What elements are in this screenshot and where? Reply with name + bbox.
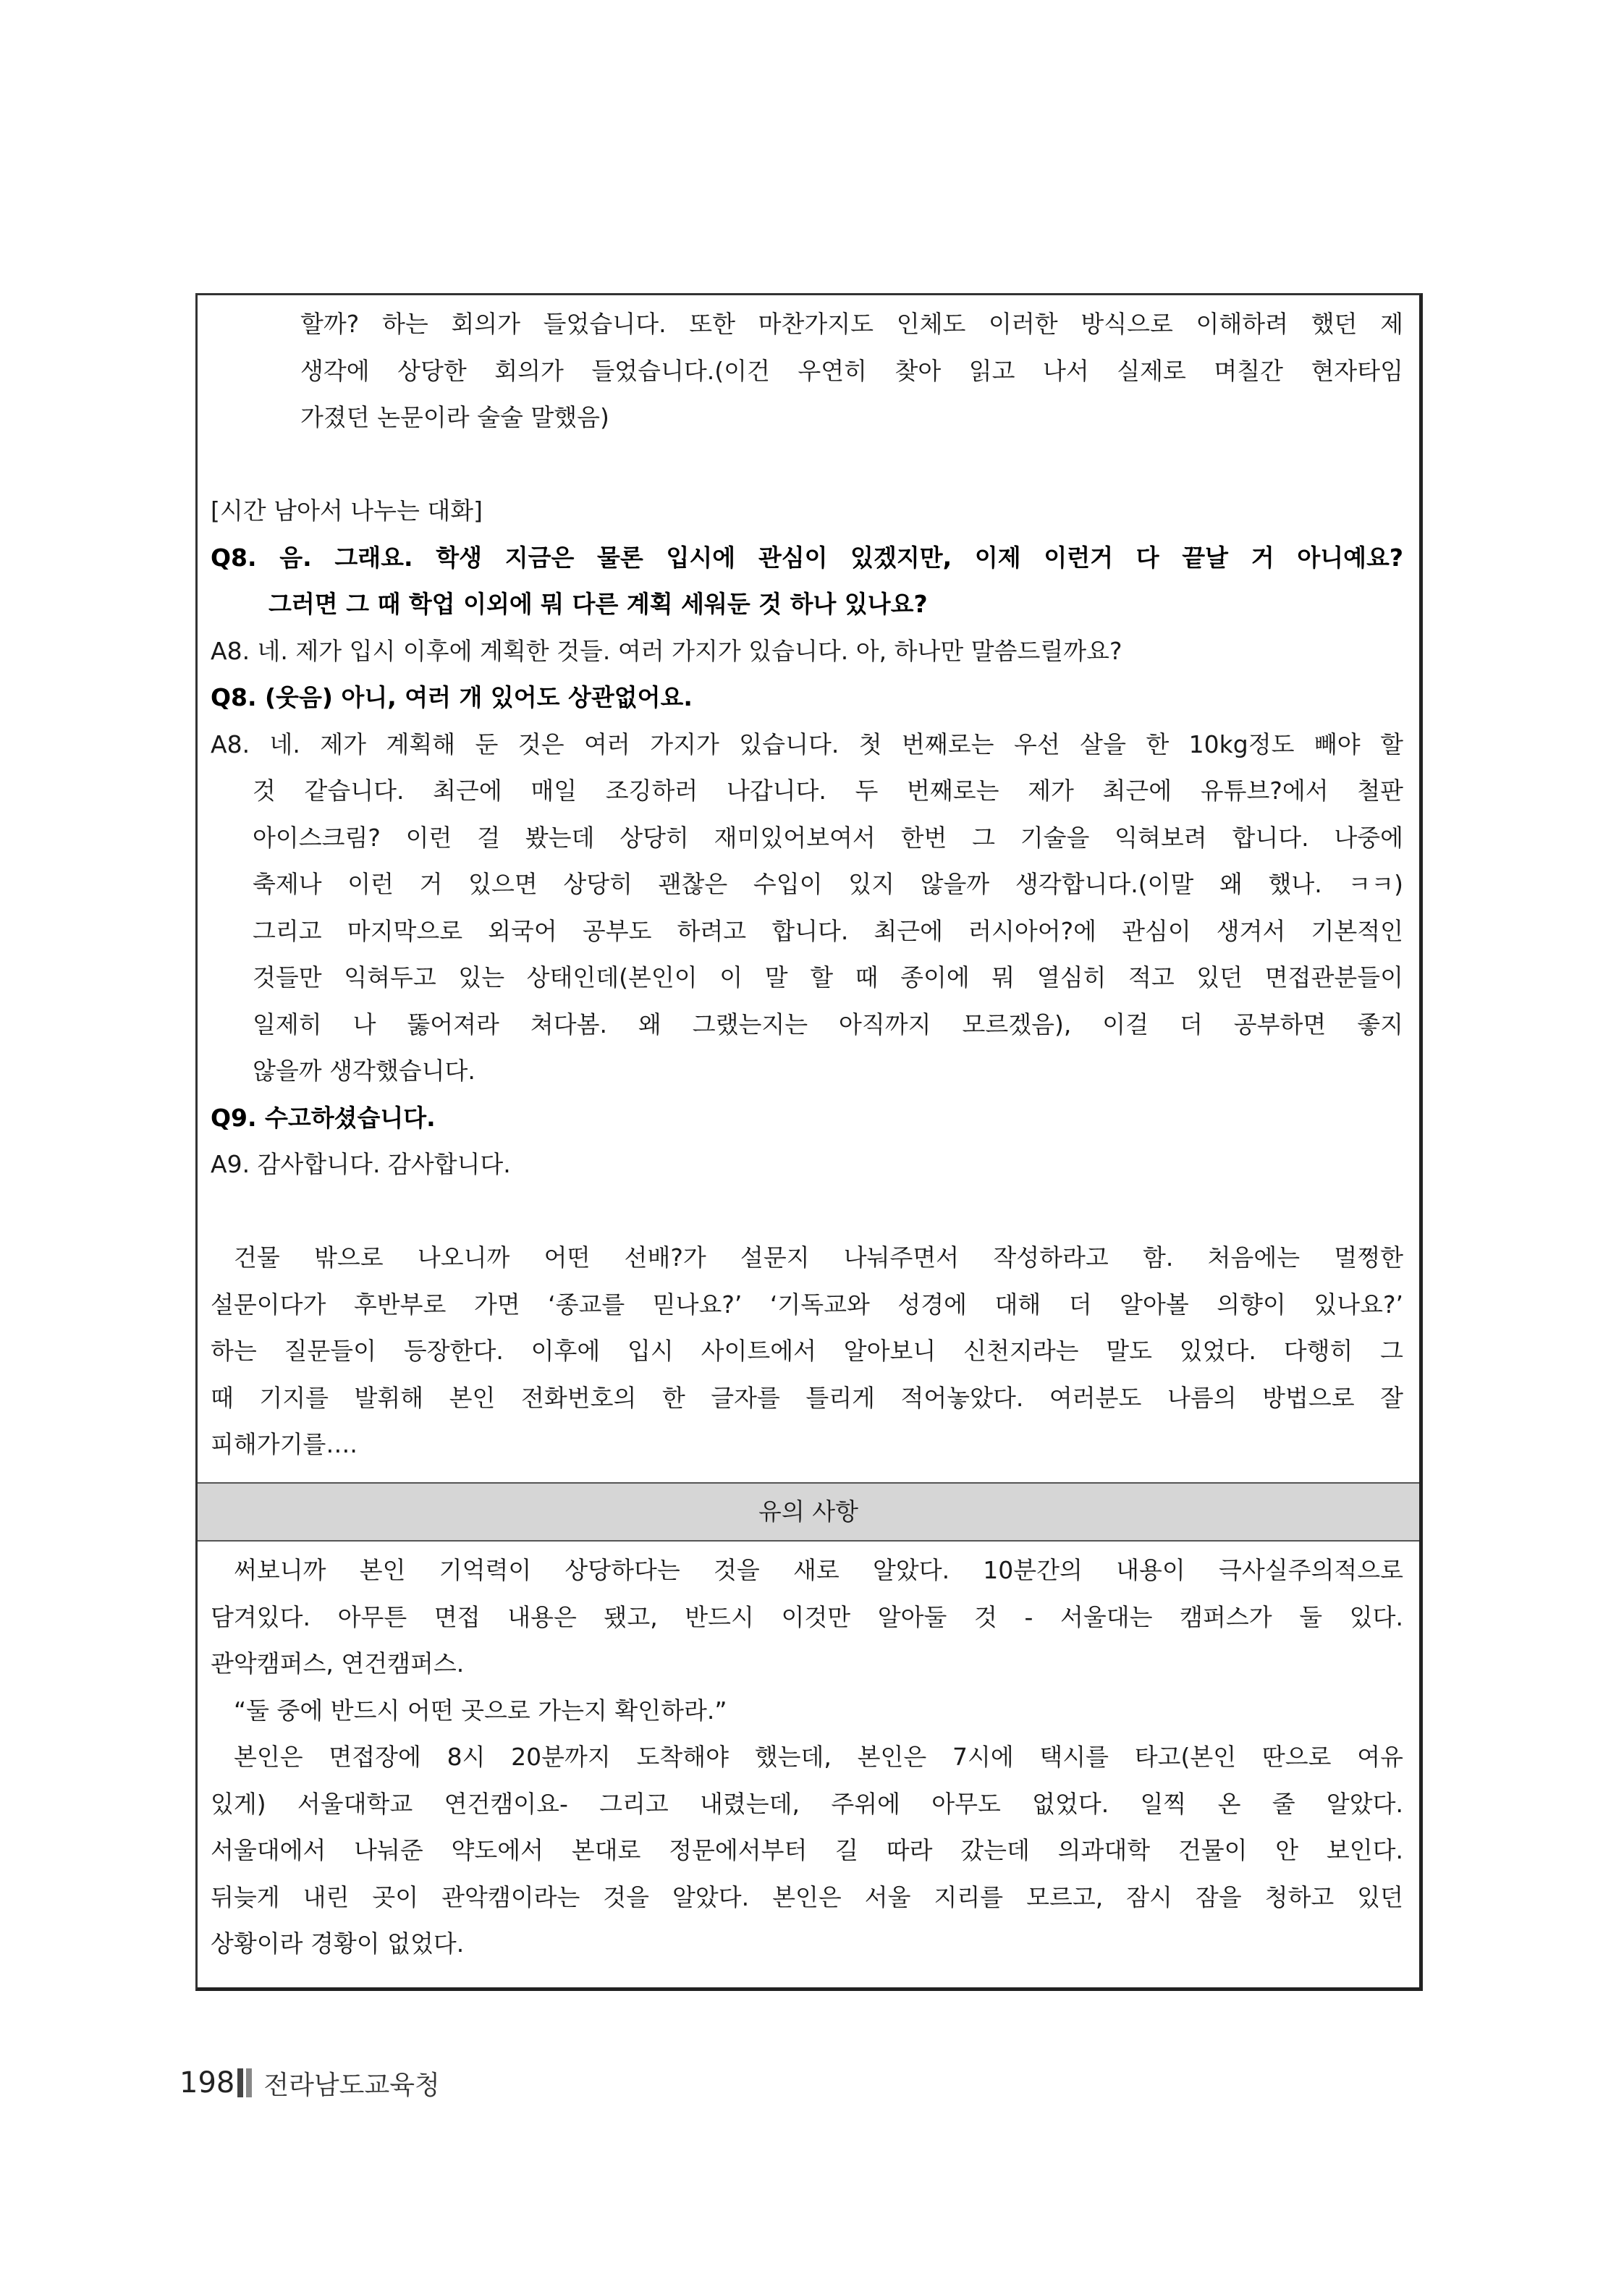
paragraph-line: 관악캠퍼스, 연건캠퍼스. — [211, 1649, 465, 1678]
organization-name: 전라남도교육청 — [263, 2070, 440, 2100]
section-label: [시간 남아서 나누는 대화] — [211, 496, 483, 525]
text-line: 가졌던 논문이라 술술 말했음) — [300, 403, 609, 431]
footer-bar-icon — [246, 2068, 252, 2097]
answer-line: A8. 네. 제가 입시 이후에 계획한 것들. 여러 가지가 있습니다. 아, 하나만 말씀드릴까요? — [211, 636, 1122, 665]
notes-section — [198, 1542, 1419, 1968]
paragraph-line: 때 기지를 발휘해 본인 전화번호의 한 글자를 틀리게 적어놓았다. 여러분도 나름의 방법으로 잘 — [211, 1383, 1403, 1412]
answer-line: 그리고 마지막으로 외국어 공부도 하려고 합니다. 최근에 러시아어?에 관심이 생겨서 기본적인 — [253, 916, 1403, 945]
page-footer — [179, 2061, 440, 2105]
answer-line: 일제히 나 뚫어져라 쳐다봄. 왜 그랬는지는 아직까지 모르겠음), 이걸 더 공부하면 좋지 — [253, 1010, 1403, 1039]
paragraph-line: 본인은 면접장에 8시 20분까지 도착해야 했는데, 본인은 7시에 택시를 타고(본인 딴으로 여유 — [234, 1743, 1403, 1771]
content-box — [195, 293, 1423, 1991]
spacer — [211, 1188, 1403, 1235]
answer-line: 축제나 이런 거 있으면 상당히 괜찮은 수입이 있지 않을까 생각합니다.(이말 왜 했나. ㅋㅋ) — [253, 870, 1403, 898]
question-line: Q9. 수고하셨습니다. — [211, 1103, 436, 1132]
answer-line: 아이스크림? 이런 걸 봤는데 상당히 재미있어보여서 한번 그 기술을 익혀보려 합니다. 나중에 — [253, 823, 1403, 852]
paragraph-line: 있게) 서울대학교 연건캠이요- 그리고 내렸는데, 주위에 아무도 없었다. 일찍 온 줄 알았다. — [211, 1789, 1403, 1818]
paragraph-line: 하는 질문들이 등장한다. 이후에 입시 사이트에서 알아보니 신천지라는 말도 있었다. 다행히 그 — [211, 1337, 1403, 1365]
answer-line: 것들만 익혀두고 있는 상태인데(본인이 이 말 할 때 종이에 뭐 열심히 적고 있던 면접관분들이 — [253, 963, 1403, 991]
text-line: 할까? 하는 회의가 들었습니다. 또한 마찬가지도 인체도 이러한 방식으로 이해하려 했던 제 — [300, 310, 1403, 338]
paragraph-line: 서울대에서 나눠준 약도에서 본대로 정문에서부터 길 따라 갔는데 의과대학 건물이 안 보인다. — [211, 1836, 1403, 1864]
text-line: 생각에 상당한 회의가 들었습니다.(이건 우연히 찾아 읽고 나서 실제로 며칠간 현자타임 — [300, 356, 1403, 385]
answer-line: 것 같습니다. 최근에 매일 조깅하러 나갑니다. 두 번째로는 제가 최근에 유튜브?에서 철판 — [253, 777, 1403, 805]
paragraph-line: 상황이라 경황이 없었다. — [211, 1929, 465, 1958]
answer-line: A8. 네. 제가 계획해 둔 것은 여러 가지가 있습니다. 첫 번째로는 우선 살을 한 10kg정도 빼야 할 — [211, 730, 1403, 758]
question-line: 그러면 그 때 학업 이외에 뭐 다른 계획 세워둔 것 하나 있나요? — [268, 590, 928, 618]
notes-header: 유의 사항 — [198, 1482, 1419, 1542]
question-line: Q8. (웃음) 아니, 여러 개 있어도 상관없어요. — [211, 683, 693, 711]
paragraph-line: 써보니까 본인 기억력이 상당하다는 것을 새로 알았다. 10분간의 내용이 극사실주의적으로 — [234, 1556, 1403, 1584]
answer-line: 않을까 생각했습니다. — [253, 1057, 475, 1085]
answer-line: A9. 감사합니다. 감사합니다. — [211, 1150, 511, 1178]
paragraph-line: 피해가기를…. — [211, 1430, 358, 1458]
paragraph-line: 설문이다가 후반부로 가면 ‘종교를 믿나요?’ ‘기독교와 성경에 대해 더 알아볼 의향이 있나요?’ — [211, 1290, 1403, 1319]
question-line: Q8. 음. 그래요. 학생 지금은 물론 입시에 관심이 있겠지만, 이제 이런거 다 끝날 거 아니예요? — [211, 543, 1403, 572]
page-number: 198 — [179, 2066, 235, 2100]
paragraph-line: 뒤늦게 내린 곳이 관악캠이라는 것을 알았다. 본인은 서울 지리를 모르고, 잠시 잠을 청하고 있던 — [211, 1882, 1403, 1911]
quote-line: “둘 중에 반드시 어떤 곳으로 가는지 확인하라.” — [234, 1696, 727, 1725]
interview-section — [198, 295, 1419, 1482]
spacer — [211, 441, 1403, 489]
paragraph-line: 건물 밖으로 나오니까 어떤 선배?가 설문지 나눠주면서 작성하라고 함. 처음에는 멀쩡한 — [234, 1243, 1403, 1272]
paragraph-line: 담겨있다. 아무튼 면접 내용은 됐고, 반드시 이것만 알아둘 것 - 서울대는 캠퍼스가 둘 있다. — [211, 1602, 1403, 1631]
footer-bar-icon — [237, 2068, 243, 2097]
